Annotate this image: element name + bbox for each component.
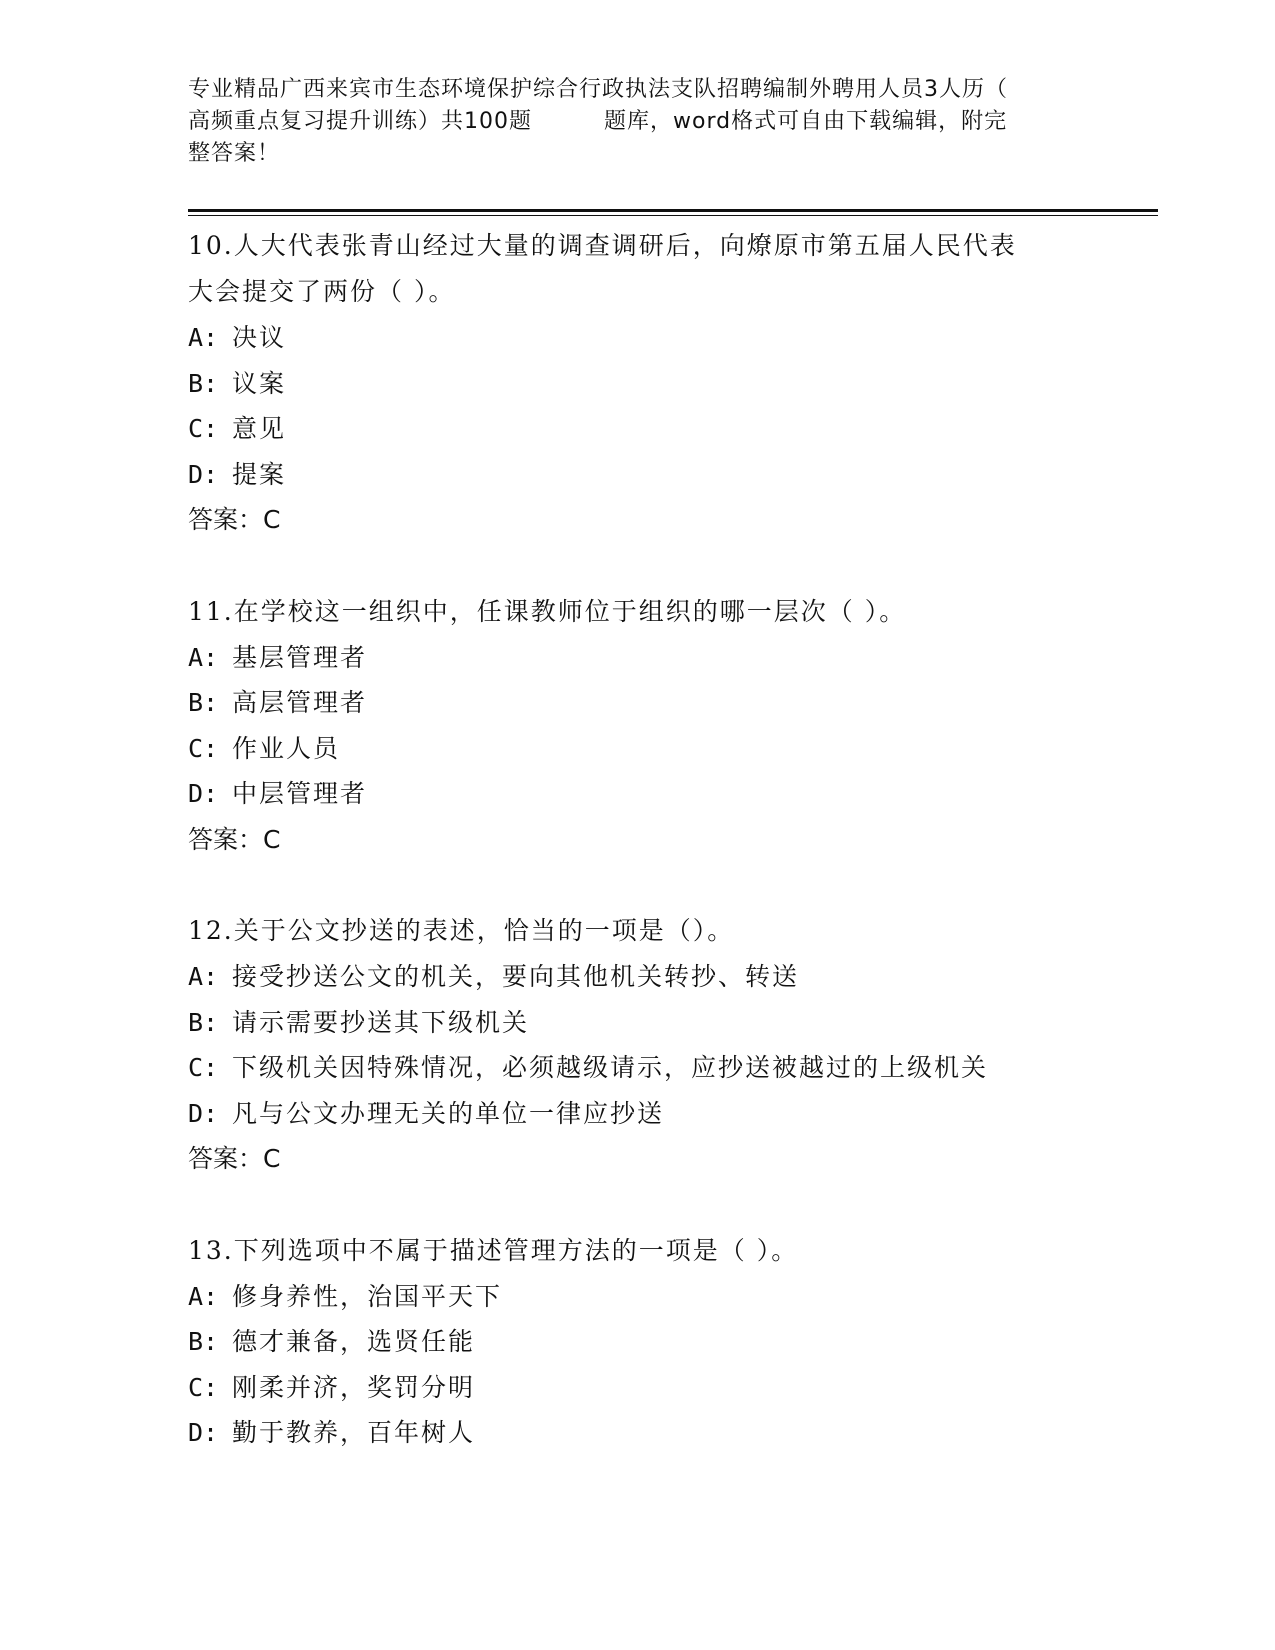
option-c xyxy=(188,1365,1088,1411)
header-line-2-part-b: 题库，word格式可自由下载编辑，附完 xyxy=(604,109,1008,134)
option-text: 修身养性，治国平天下 xyxy=(232,1281,503,1311)
option-d xyxy=(188,1091,1088,1137)
option-a xyxy=(188,1274,1088,1320)
option-b xyxy=(188,1000,1088,1046)
option-text: 勤于教养，百年树人 xyxy=(232,1418,476,1447)
option-text: 德才兼备，选贤任能 xyxy=(232,1327,476,1356)
option-text: 作业人员 xyxy=(232,733,341,763)
option-text: 刚柔并济，奖罚分明 xyxy=(232,1372,476,1402)
option-text: 基层管理者 xyxy=(232,642,368,672)
option-text: 决议 xyxy=(232,323,287,352)
question-11 xyxy=(188,589,1088,863)
option-b xyxy=(188,1319,1088,1365)
header-line-3: 整答案！ xyxy=(188,141,281,166)
header-divider-thin xyxy=(188,215,1158,216)
option-text: 凡与公文办理无关的单位一律应抄送 xyxy=(232,1098,665,1128)
option-letter: D: xyxy=(188,1418,219,1447)
question-stem: 12.关于公文抄送的表述，恰当的一项是（）。 xyxy=(188,916,735,945)
header-line-2 xyxy=(188,106,1088,138)
header-divider-thick xyxy=(188,209,1158,212)
question-stem: 13.下列选项中不属于描述管理方法的一项是（ ）。 xyxy=(188,1235,799,1265)
header-line-1: 专业精品广西来宾市生态环境保护综合行政执法支队招聘编制外聘用人员3人历（ xyxy=(188,77,1008,102)
option-letter: C: xyxy=(188,1053,219,1082)
option-letter: A: xyxy=(188,1281,219,1311)
option-a xyxy=(188,635,1088,681)
question-stem: 11.在学校这一组织中，任课教师位于组织的哪一层次（ ）。 xyxy=(188,596,907,626)
option-letter: C: xyxy=(188,414,219,443)
question-list xyxy=(188,223,1088,1502)
question-10 xyxy=(188,223,1088,543)
option-text: 提案 xyxy=(232,459,287,489)
option-letter: D: xyxy=(188,779,219,808)
option-d xyxy=(188,771,1088,817)
question-13 xyxy=(188,1228,1088,1456)
document-header xyxy=(188,74,1088,170)
option-text: 请示需要抄送其下级机关 xyxy=(232,1007,530,1037)
option-text: 意见 xyxy=(232,414,287,443)
option-letter: C: xyxy=(188,733,219,763)
answer-line: 答案：C xyxy=(188,824,281,854)
option-letter: B: xyxy=(188,1327,219,1356)
option-letter: D: xyxy=(188,1098,219,1128)
answer-line: 答案：C xyxy=(188,1144,281,1173)
option-text: 高层管理者 xyxy=(232,688,368,717)
option-c xyxy=(188,1045,1088,1091)
option-b xyxy=(188,680,1088,726)
option-text: 议案 xyxy=(232,368,287,398)
option-c xyxy=(188,406,1088,452)
option-a xyxy=(188,315,1088,361)
header-line-2-part-a: 高频重点复习提升训练）共100题 xyxy=(188,109,532,134)
question-stem: 10.人大代表张青山经过大量的调查调研后，向燎原市第五届人民代表 xyxy=(188,231,1017,260)
option-letter: D: xyxy=(188,459,219,489)
option-letter: B: xyxy=(188,1007,219,1037)
option-d xyxy=(188,1410,1088,1456)
option-a xyxy=(188,954,1088,1000)
option-letter: A: xyxy=(188,962,219,991)
question-12 xyxy=(188,908,1088,1182)
option-letter: A: xyxy=(188,323,219,352)
option-d xyxy=(188,452,1088,498)
option-letter: B: xyxy=(188,368,219,398)
option-text: 接受抄送公文的机关，要向其他机关转抄、转送 xyxy=(232,962,800,991)
option-letter: C: xyxy=(188,1372,219,1402)
option-c xyxy=(188,726,1088,772)
option-letter: B: xyxy=(188,688,219,717)
option-letter: A: xyxy=(188,642,219,672)
answer-line: 答案：C xyxy=(188,505,281,534)
option-text: 中层管理者 xyxy=(232,779,368,808)
option-b xyxy=(188,361,1088,407)
option-text: 下级机关因特殊情况，必须越级请示，应抄送被越过的上级机关 xyxy=(232,1053,989,1082)
question-stem-continued: 大会提交了两份（ ）。 xyxy=(188,277,456,306)
